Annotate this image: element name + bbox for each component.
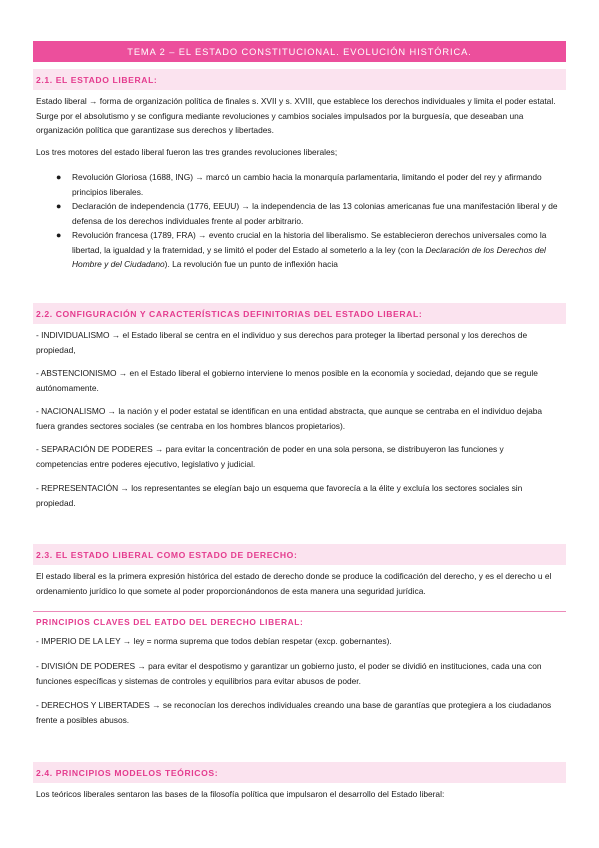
- characteristic-item: - NACIONALISMO → la nación y el poder estatal se identifican en una entidad abstracta, que aunque se centraba en el individuo dejaba fuera grandes sectores sociales (se centraba en los hombres blancos propietarios).: [36, 406, 543, 431]
- section-heading-2-2: 2.2. CONFIGURACIÓN Y CARACTERÍSTICAS DEFINITORIAS DEL ESTADO LIBERAL:: [33, 303, 566, 324]
- bullet-text-italic: Declaración de los Derechos del Hombre y del Ciudadano: [72, 244, 546, 269]
- paragraph-teoricos: Los teóricos liberales sentaron las bases de la filosofía política que impulsaron el desarrollo del Estado liberal:: [36, 789, 445, 799]
- bullet-text: Declaración de independencia (1776, EEUU) → la independencia de las 13 colonias americanas fue una manifestación liberal y de defensa de los derechos individuales frente al poder arbitrario.: [72, 201, 558, 226]
- principle-item: - IMPERIO DE LA LEY → ley = norma suprema que todos debían respetar (excp. gobernantes).: [36, 636, 392, 646]
- bullet-icon: ●: [56, 230, 62, 240]
- principle-item: - DIVISIÓN DE PODERES → para evitar el despotismo y garantizar un gobierno justo, el poder se dividió en instituciones, cada una con funciones específicas y sistemas de controles y equilibrios para evitar abusos de poder.: [36, 661, 542, 686]
- list-item: [56, 199, 558, 228]
- bullet-text-start: Revolución francesa (1789, FRA) → evento crucial en la historia del liberalismo. Se establecieron derechos universales como la libertad, la igualdad y la fraternidad, y se limitó el poder del Estado al someterlo a la ley (con la: [72, 230, 547, 255]
- characteristic-item: - ABSTENCIONISMO → en el Estado liberal el gobierno interviene lo menos posible en la economía y sociedad, dejando que se regule autónomamente.: [36, 368, 538, 393]
- subsection-heading: PRINCIPIOS CLAVES DEL EATDO DEL DERECHO LIBERAL:: [36, 617, 304, 627]
- characteristic-item: - SEPARACIÓN DE PODERES → para evitar la concentración de poder en una sola persona, se distribuyeron las funciones y competencias entre poderes ejecutivo, legislativo y judicial.: [36, 444, 504, 469]
- section-heading-2-4: 2.4. PRINCIPIOS MODELOS TEÓRICOS:: [33, 762, 566, 783]
- paragraph-estado-derecho: El estado liberal es la primera expresión histórica del estado de derecho donde se produce la codificación del derecho, y es el derecho u el ordenamiento jurídico lo que somete al poder proporcionándonos de esta manera una seguridad jurídica.: [36, 571, 552, 596]
- bullet-text-end: ). La revolución fue un punto de inflexión hacia: [164, 259, 338, 269]
- document-title: TEMA 2 – EL ESTADO CONSTITUCIONAL. EVOLUCIÓN HISTÓRICA.: [33, 41, 566, 62]
- section-heading-2-3: 2.3. EL ESTADO LIBERAL COMO ESTADO DE DERECHO:: [33, 544, 566, 565]
- bullet-icon: ●: [56, 172, 62, 182]
- paragraph-estado-liberal: Estado liberal → forma de organización política de finales s. XVII y s. XVIII, que establece los derechos individuales y limita el poder estatal. Surge por el absolutismo y se configura mediante revoluciones y cambios sociales impulsados por la burguesía, que deseaban una organización política que garantizase sus derechos y libertades.: [36, 96, 556, 135]
- list-item: [56, 228, 558, 272]
- bullet-icon: ●: [56, 201, 62, 211]
- characteristic-item: - REPRESENTACIÓN → los representantes se elegían bajo un esquema que favorecía a la élite y excluía los sectores sociales sin propiedad.: [36, 483, 523, 508]
- paragraph-tres-motores: Los tres motores del estado liberal fueron las tres grandes revoluciones liberales;: [36, 147, 338, 157]
- principle-item: - DERECHOS Y LIBERTADES → se reconocían los derechos individuales creando una base de garantías que protegiera a los ciudadanos frente a posibles abusos.: [36, 700, 552, 725]
- section-heading-2-1: 2.1. EL ESTADO LIBERAL:: [33, 69, 566, 90]
- list-item: [56, 170, 558, 199]
- characteristic-item: - INDIVIDUALISMO → el Estado liberal se centra en el individuo y sus derechos para proteger la libertad personal y los derechos de propiedad,: [36, 330, 528, 355]
- bullet-text: Revolución Gloriosa (1688, ING) → marcó un cambio hacia la monarquía parlamentaria, limitando el poder del rey y afirmando principios liberales.: [72, 172, 542, 197]
- subsection-divider: [33, 611, 566, 612]
